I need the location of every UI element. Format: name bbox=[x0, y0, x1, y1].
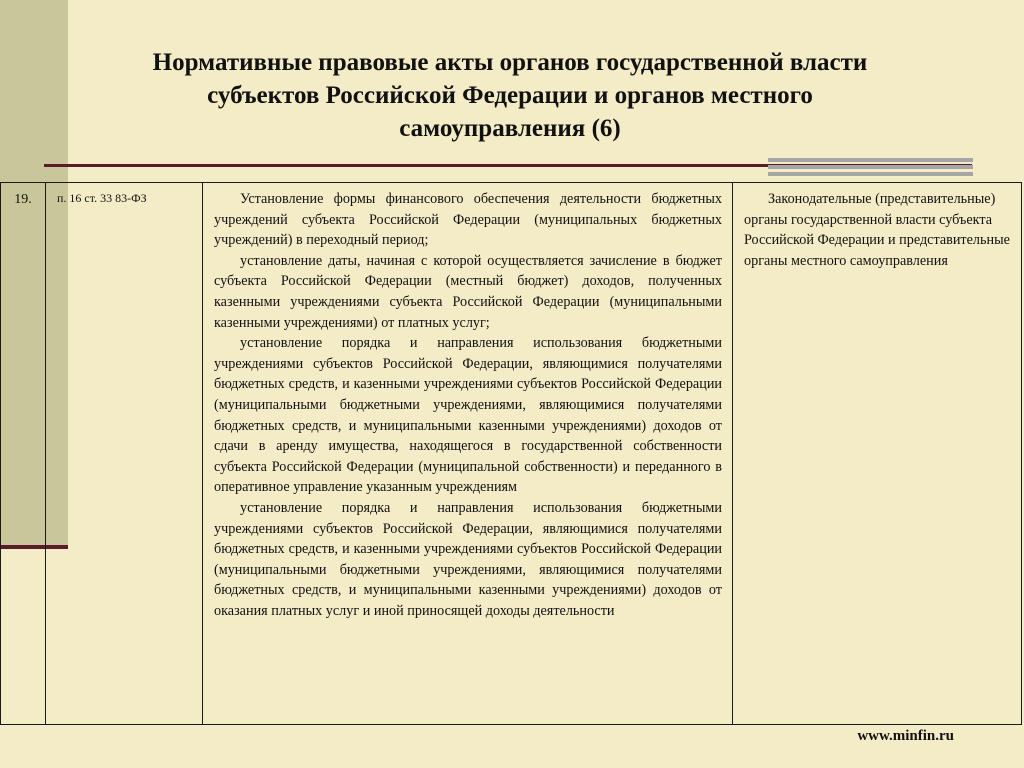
responsible-body bbox=[733, 183, 1022, 725]
row-number: 19. bbox=[1, 183, 46, 725]
law-reference: п. 16 ст. 33 83-ФЗ bbox=[46, 183, 203, 725]
title-line-1: Нормативные правовые акты органов государственной власти bbox=[152, 49, 868, 76]
title-line-3: самоуправления (6) bbox=[399, 115, 621, 142]
grey-bar bbox=[768, 172, 973, 176]
responsible-body-text: Законодательные (представительные) органы государственной власти субъекта Российской Федерации и представительные органы местного самоуправления bbox=[744, 191, 1010, 269]
acts-table bbox=[0, 182, 1022, 725]
description-paragraph: установление порядка и направления использования бюджетными учреждениями субъектов Российской Федерации, являющимися получателями бюджетных средств, и казенными учреждениями субъектов Российской Федерации (муниципальными бюджетными учреждениями, являющимися получателями бюджетных средств, и муниципальными казенными учреждениями) доходов от оказания платных услуг и иной приносящей доходы деятельности bbox=[214, 499, 722, 619]
website-link[interactable]: www.minfin.ru bbox=[857, 728, 954, 744]
grey-bar bbox=[768, 165, 973, 169]
title-line-2: субъектов Российской Федерации и органов местного bbox=[207, 82, 813, 109]
page-title bbox=[70, 46, 950, 145]
description-paragraph: установление порядка и направления использования бюджетными учреждениями субъектов Российской Федерации, являющимися получателями бюджетных средств, и казенными учреждениями субъектов Российской Федерации (муниципальными бюджетными учреждениями, являющимися получателями бюджетных средств, и муниципальными казенными учреждениями) доходов от сдачи в аренду имущества, находящегося в государственной собственности субъекта Российской Федерации (муниципальной собственности) и переданного в оперативное управление указанным учреждениям bbox=[214, 335, 722, 496]
table-row bbox=[1, 183, 1022, 725]
powers-description bbox=[203, 183, 733, 725]
decorative-grey-bars bbox=[768, 158, 973, 179]
description-paragraph: установление даты, начиная с которой осуществляется зачисление в бюджет субъекта Российской Федерации (местный бюджет) доходов, полученных казенными учреждениями субъекта Российской Федерации (муниципальными казенными учреждениями) от платных услуг; bbox=[214, 252, 722, 331]
grey-bar bbox=[768, 158, 973, 162]
description-paragraph: Установление формы финансового обеспечения деятельности бюджетных учреждений субъекта Российской Федерации (муниципальных бюджетных учреждений) в переходный период; bbox=[214, 191, 722, 249]
